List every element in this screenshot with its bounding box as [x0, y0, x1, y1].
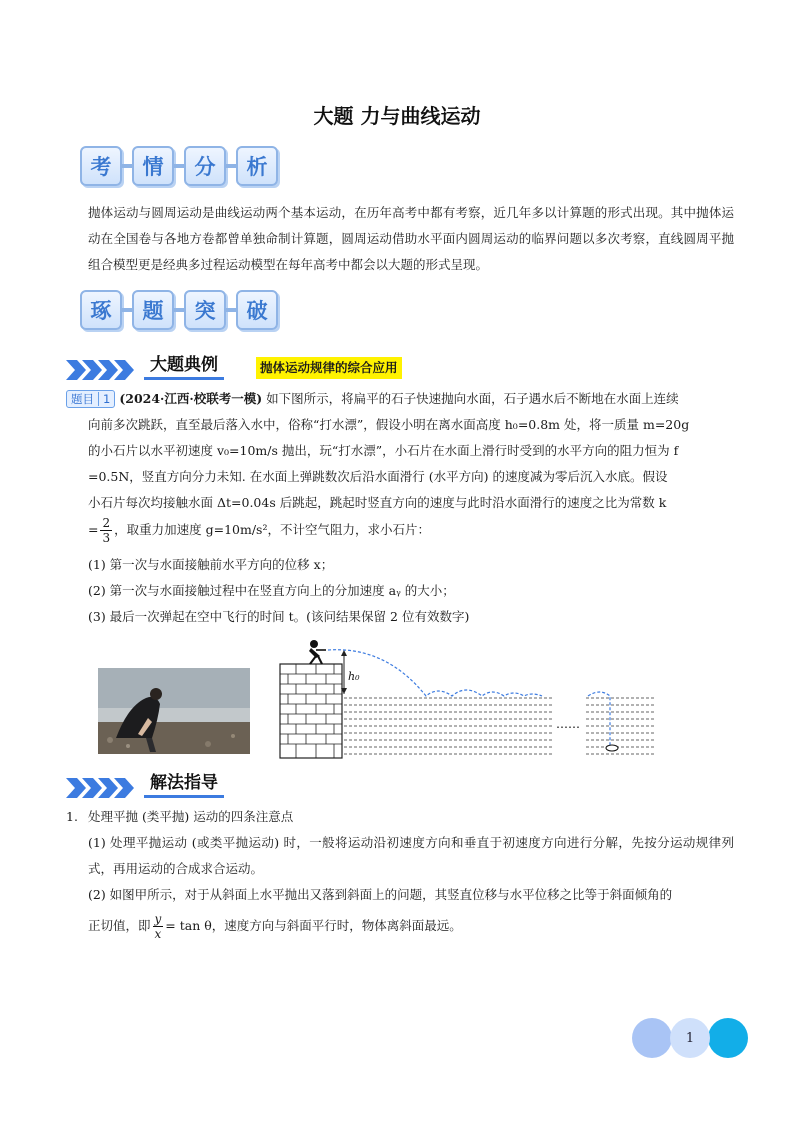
tile-connector	[122, 164, 132, 168]
problem-line: =0.5N，竖直方向分力未知. 在水面上弹跳数次后沿水面滑行 (水平方向) 的速度减为零后沉入水底。假设	[88, 469, 668, 484]
page-number-circle	[632, 1018, 672, 1058]
stone-skipping-diagram	[276, 638, 666, 766]
sub-question-1: (1) 第一次与水面接触前水平方向的位移 x；	[88, 557, 334, 572]
heading-tile: 考	[80, 146, 122, 186]
guide-banner-title: 解法指导	[144, 768, 224, 798]
section-heading-breakthrough	[80, 290, 278, 330]
heading-tile: 琢	[80, 290, 122, 330]
heading-tile: 析	[236, 146, 278, 186]
height-label: h₀	[348, 670, 360, 683]
guide-paragraph: (2) 如图甲所示，对于从斜面上水平抛出又落到斜面上的问题，其竖直位移与水平位移之比等于斜面倾角的	[88, 887, 673, 902]
chevrons-icon	[66, 778, 130, 798]
page-number-badge	[632, 1018, 748, 1058]
fraction-y-over-x: $\frac{y}{x}$	[154, 912, 162, 941]
problem-statement	[66, 386, 736, 545]
section-heading-analysis	[80, 146, 278, 186]
tile-connector	[226, 308, 236, 312]
heading-tile: 突	[184, 290, 226, 330]
guide-item-title: 处理平抛 (类平抛) 运动的四条注意点	[88, 809, 294, 824]
analysis-paragraph: 抛体运动与圆周运动是曲线运动两个基本运动，在历年高考中都有考察，近几年多以计算题的形式出现。其中抛体运动在全国卷与各地方卷都曾单独命制计算题，圆周运动借助水平面内圆周运动的临界问题以多次考察，直线圆周平抛组合模型更是经典多过程运动模型在每年高考中都会以大题的形式呈现。	[88, 205, 734, 272]
guide-paragraph: 正切值，即 $\frac{y}{x}$ = tan θ，速度方向与斜面平行时，物体离斜面最远。	[88, 912, 462, 941]
heading-tile: 分	[184, 146, 226, 186]
tile-connector	[174, 308, 184, 312]
page-number-circle	[708, 1018, 748, 1058]
problem-line: 的小石片以水平初速度 v₀=10m/s 抛出，玩“打水漂”，小石片在水面上滑行时受到的水平方向的阻力恒为 f	[88, 443, 679, 458]
sub-question-3: (3) 最后一次弹起在空中飞行的时间 t。(该问结果保留 2 位有效数字)	[88, 609, 470, 624]
question-badge: 题目 1	[66, 390, 115, 408]
problem-line: = $\frac{2}{3}$ ，取重力加速度 g=10m/s²，不计空气阻力，求小石片：	[88, 516, 430, 545]
list-number: 1.	[66, 809, 78, 824]
heading-tile: 题	[132, 290, 174, 330]
page-title: 大题 力与曲线运动	[313, 104, 481, 128]
heading-tile: 破	[236, 290, 278, 330]
tile-connector	[174, 164, 184, 168]
guide-banner	[66, 768, 224, 798]
fraction-k: $\frac{2}{3}$	[102, 516, 111, 545]
problem-line: 向前多次跳跃，直至最后落入水中，俗称“打水漂”，假设小明在离水面高度 h₀=0.8m 处，将一质量 m=20g	[88, 417, 690, 432]
example-banner-title: 大题典例	[144, 350, 224, 380]
ellipsis-label: ……	[556, 717, 580, 731]
problem-source: (2024·江西·校联考一模)	[119, 391, 263, 406]
tile-connector	[226, 164, 236, 168]
stone-skipping-photo	[98, 668, 250, 754]
example-banner	[66, 350, 224, 380]
chevrons-icon	[66, 360, 130, 380]
sub-question-2: (2) 第一次与水面接触过程中在竖直方向上的分加速度 aᵧ 的大小；	[88, 583, 455, 598]
guide-paragraph: (1) 处理平抛运动 (或类平抛运动) 时，一般将运动沿初速度方向和垂直于初速度方向进行分解，先按分运动规律列式，再用运动的合成求合运动。	[88, 835, 734, 876]
heading-tile: 情	[132, 146, 174, 186]
page-number: 1	[670, 1018, 710, 1058]
problem-line: 小石片每次均接触水面 Δt=0.04s 后跳起，跳起时竖直方向的速度与此时沿水面滑行的速度之比为常数 k	[88, 495, 667, 510]
problem-line: 题目 1 (2024·江西·校联考一模) 如下图所示，将扁平的石子快速抛向水面，石子遇水后不断地在水面上连续	[66, 386, 736, 412]
topic-highlight: 抛体运动规律的综合应用	[256, 357, 402, 379]
tile-connector	[122, 308, 132, 312]
